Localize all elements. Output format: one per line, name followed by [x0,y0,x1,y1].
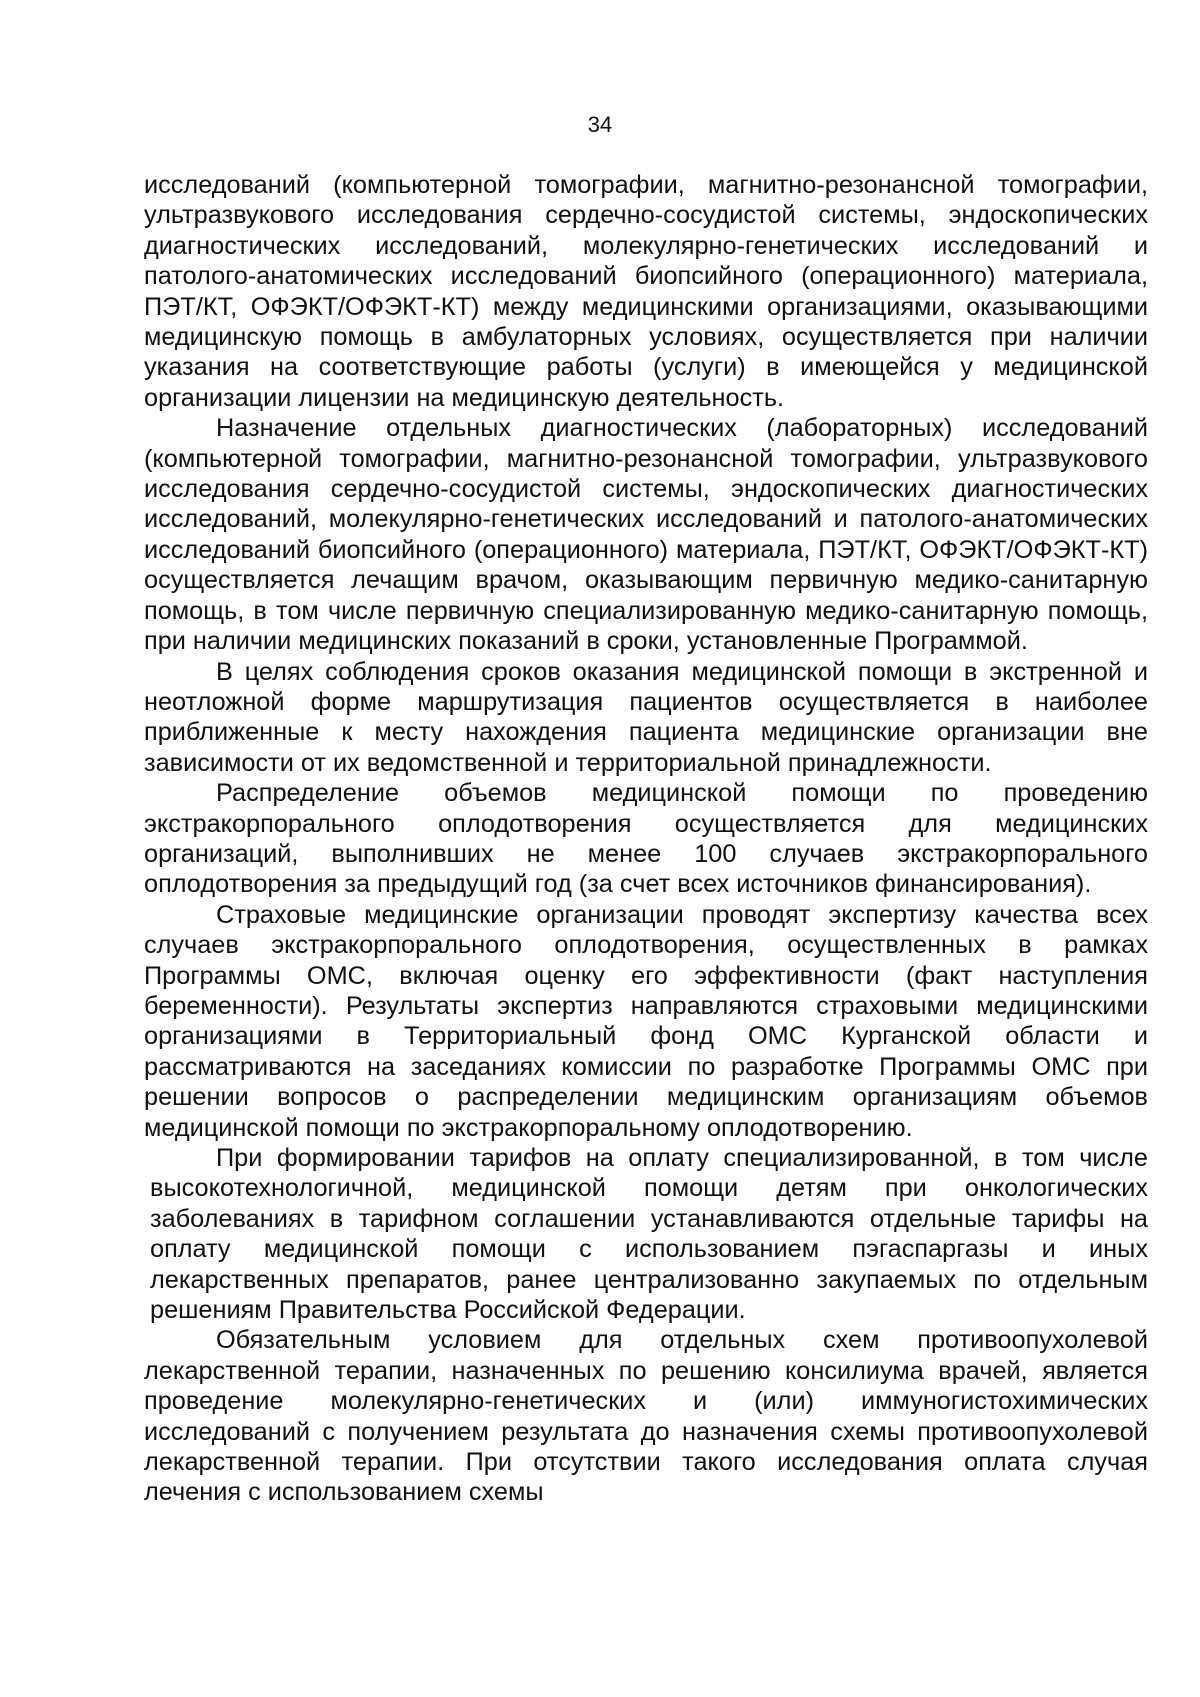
paragraph: Обязательным условием для отдельных схем противоопухолевой лекарственной терапии, назначенных по решению консилиума врачей, является проведение молекулярно-генетических и (или) иммуногистохимических исследований с получением результата до назначения схемы противоопухолевой лекарственной терапии. При отсутствии такого исследования оплата случая лечения с использованием схемы [144,1326,1148,1507]
paragraph: Назначение отдельных диагностических (лабораторных) исследований (компьютерной томографии, магнитно-резонансной томографии, ультразвукового исследования сердечно-сосудистой системы, эндоскопических диагностических исследований, молекулярно-генетических исследований и патолого-анатомических исследований биопсийного (операционного) материала, ПЭТ/КТ, ОФЭКТ/ОФЭКТ-КТ) осуществляется лечащим врачом, оказывающим первичную медико-санитарную помощь, в том числе первичную специализированную медико-санитарную помощь, при наличии медицинских показаний в сроки, установленные Программой. [144,414,1148,656]
document-body [144,170,1148,1508]
paragraph: Распределение объемов медицинской помощи по проведению экстракорпорального оплодотворения осуществляется для медицинских организаций, выполнивших не менее 100 случаев экстракорпорального оплодотворения за предыдущий год (за счет всех источников финансирования). [144,779,1148,899]
paragraph: Страховые медицинские организации проводят экспертизу качества всех случаев экстракорпорального оплодотворения, осуществленных в рамках Программы ОМС, включая оценку его эффективности (факт наступления беременности). Результаты экспертиз направляются страховыми медицинскими организациями в Территориальный фонд ОМС Курганской области и рассматриваются на заседаниях комиссии по разработке Программы ОМС при решении вопросов о распределении медицинским организациям объемов медицинской помощи по экстракорпоральному оплодотворению. [144,900,1148,1142]
paragraph: В целях соблюдения сроков оказания медицинской помощи в экстренной и неотложной форме маршрутизация пациентов осуществляется в наиболее приближенные к месту нахождения пациента медицинские организации вне зависимости от их ведомственной и территориальной принадлежности. [144,657,1148,777]
paragraph: исследований (компьютерной томографии, магнитно-резонансной томографии, ультразвукового исследования сердечно-сосудистой системы, эндоскопических диагностических исследований, молекулярно-генетических исследований и патолого-анатомических исследований биопсийного (операционного) материала, ПЭТ/КТ, ОФЭКТ/ОФЭКТ-КТ) между медицинскими организациями, оказывающими медицинскую помощь в амбулаторных условиях, осуществляется при наличии указания на соответствующие работы (услуги) в имеющейся у медицинской организации лицензии на медицинскую деятельность. [144,171,1148,412]
paragraph: При формировании тарифов на оплату специализированной, в том числе высокотехнологичной, медицинской помощи детям при онкологических заболеваниях в тарифном соглашении устанавливаются отдельные тарифы на оплату медицинской помощи с использованием пэгаспаргазы и иных лекарственных препаратов, ранее централизованно закупаемых по отдельным решениям Правительства Российской Федерации. [150,1144,1148,1325]
page-number: 34 [587,112,613,137]
